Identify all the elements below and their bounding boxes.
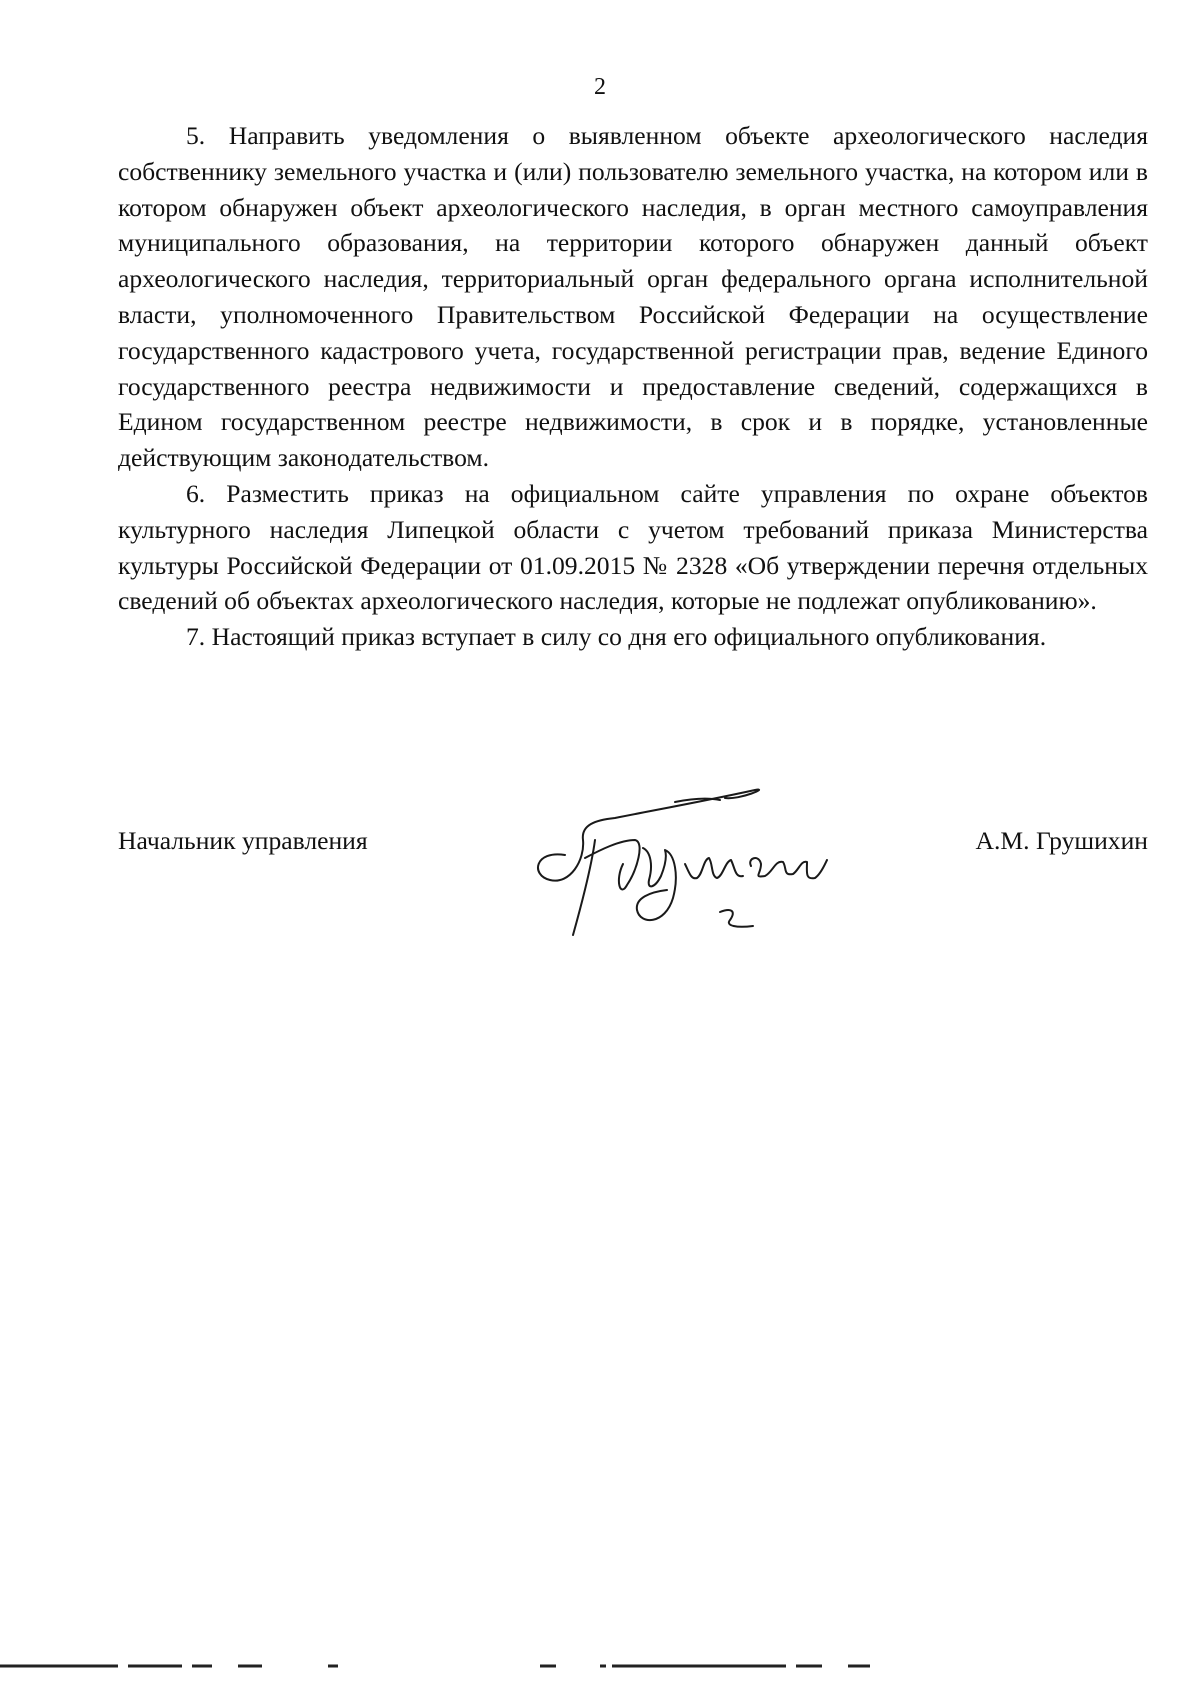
signer-position-title: Начальник управления [118,826,368,855]
document-body [118,118,1148,655]
page-number: 2 [594,74,606,100]
paragraph-6: 6. Разместить приказ на официальном сайте управления по охране объектов культурного наследия Липецкой области с учетом требований приказа Министерства культуры Российской Федерации от 01.09.2015 № 2328 «Об утверждении перечня отдельных сведений об объектах археологического наследия, которые не подлежат опубликованию». [118,478,1148,616]
signer-name: А.М. Грушихин [975,826,1148,855]
paragraph-7: 7. Настоящий приказ вступает в силу со дня его официального опубликования. [186,622,1047,652]
paragraph-5: 5. Направить уведомления о выявленном объекте археологического наследия собственнику земельного участка и (или) пользователю земельного участка, на котором или в котором обнаружен объект археологического наследия, в орган местного самоуправления муниципального образования, на территории которого обнаружен данный объект археологического наследия, территориальный орган федерального органа исполнительной власти, уполномоченного Правительством Российской Федерации на осуществление государственного кадастрового учета, государственной регистрации прав, ведение Единого государственного реестра недвижимости и предоставление сведений, содержащихся в Едином государственном реестре недвижимости, в срок и в порядке, установленные действующим законодательством. [118,121,1148,473]
scan-edge-artifacts [0,1660,1200,1672]
signature-block [0,780,1200,950]
handwritten-signature [525,780,865,940]
